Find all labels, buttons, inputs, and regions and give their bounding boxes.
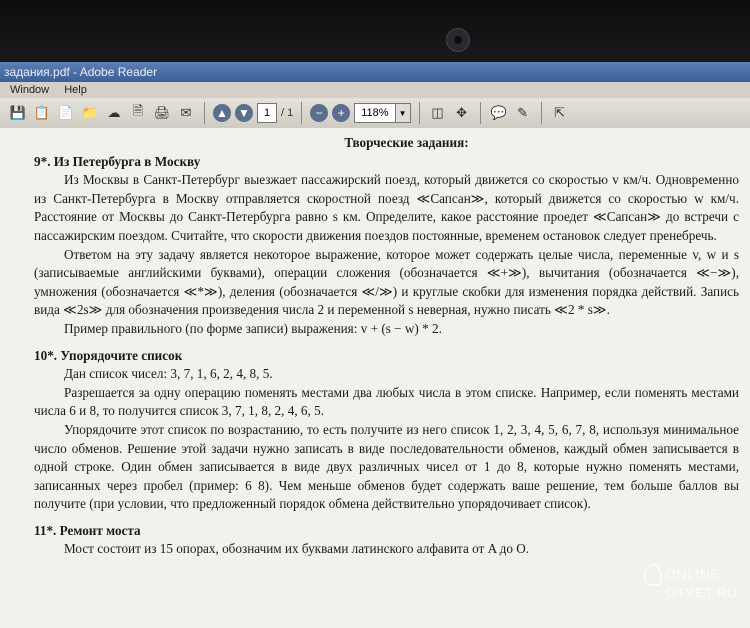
document-view[interactable]: [0, 128, 750, 628]
page-up-icon[interactable]: ▲: [213, 104, 231, 122]
window-title: задания.pdf - Adobe Reader: [0, 62, 750, 82]
fit-page-icon[interactable]: ◫: [431, 105, 444, 120]
save-icon[interactable]: 💾: [9, 105, 27, 120]
laptop-bezel: [0, 0, 750, 62]
spacer: [34, 339, 739, 347]
toolbar-separator: [419, 102, 420, 124]
watermark-line-2: OTVET.RU: [665, 585, 738, 600]
cloud-icon[interactable]: ☁: [107, 105, 121, 120]
webcam: [446, 28, 470, 52]
fullscreen-icon[interactable]: ⇱: [554, 105, 566, 120]
highlight-icon[interactable]: ✎: [517, 105, 529, 120]
task-9-paragraph-2: Ответом на эту задачу является некоторое выражение, которое может содержать целые числа, переменные v, w и s (записываемые английскими буквами), операции сложения (обозначается ≪+≫), вычитания (обозначается ≪−≫), умножения (обозначается ≪*≫), деления (обозначается ≪/≫) и круглые скобки для изменения порядка действий. Запись вида ≪2s≫ для обозначения произведения числа 2 и переменной s неверная, нужно писать ≪2 * s≫.: [34, 246, 739, 318]
toolbar-separator: [480, 102, 481, 124]
toolbar-separator: [541, 102, 542, 124]
task-9-paragraph-3: Пример правильного (по форме записи) выражения: v + (s − w) * 2.: [64, 320, 442, 336]
zoom-select[interactable]: [354, 103, 410, 123]
task-10-paragraph-2: Разрешается за одну операцию поменять местами два любых числа в этом списке. Например, если поменять местами числа 6 и 8, то получится список 3, 7, 1, 8, 2, 4, 6, 5.: [34, 384, 739, 419]
page-down-icon[interactable]: ▼: [235, 104, 253, 122]
task-9-paragraph-1: Из Москвы в Санкт-Петербург выезжает пассажирский поезд, который движется со скоростью v км/ч. Одновременно из Санкт-Петербурга в Москву отправляется скоростной поезд ≪Сапсан≫, который движется со скоростью w км/ч. Расстояние от Москвы до Санкт-Петербурга равно s км. Определите, какое расстояние проедет ≪Сапсан≫ до встречи с пассажирским поездом. Считайте, что скорости движения поездов постоянные, временем остановок следует пренебречь.: [34, 172, 739, 243]
zoom-in-icon[interactable]: +: [332, 104, 350, 122]
chevron-down-icon[interactable]: ▼: [395, 104, 410, 122]
menu-help[interactable]: Help: [64, 84, 87, 96]
document-page: [34, 128, 739, 559]
folder-icon[interactable]: 📁: [81, 105, 99, 120]
mail-icon[interactable]: ✉: [180, 105, 192, 120]
menu-bar: [0, 82, 750, 98]
zoom-value: 118%: [361, 107, 389, 119]
toolbar: [0, 98, 750, 129]
toolbar-separator: [204, 102, 205, 124]
watermark-line-1: ONLINE: [665, 566, 721, 582]
watermark: [644, 564, 738, 600]
task-10-heading: 10*. Упорядочите список: [34, 347, 183, 363]
page-number-input[interactable]: 1: [257, 103, 277, 123]
task-11-heading: 11*. Ремонт моста: [34, 522, 141, 538]
page-title: Творческие задания:: [344, 135, 469, 150]
zoom-out-icon[interactable]: −: [310, 104, 328, 122]
task-10-paragraph-1: Дан список чисел: 3, 7, 1, 6, 2, 4, 8, 5.: [64, 366, 273, 382]
menu-window[interactable]: Window: [10, 84, 50, 96]
task-11-paragraph-1: Мост состоит из 15 опорах, обозначим их буквами латинского алфавита от A до O.: [64, 541, 530, 557]
toolbar-separator: [301, 102, 302, 124]
copy-icon[interactable]: 📋: [33, 105, 51, 120]
screen: [0, 62, 750, 628]
fit-width-icon[interactable]: ✥: [456, 105, 468, 120]
comment-icon[interactable]: 💬: [490, 105, 507, 120]
task-10-paragraph-3: Упорядочите этот список по возрастанию, то есть получите из него список 1, 2, 3, 4, 5, 6, 7, 8, используя минимальное число обменов. Решение этой задачи нужно записать в виде последовательности обменов, каждый обмен записывается в одной строке. Один обмен записывается в виде двух различных чисел от 1 до 8, которые нужно поменять местами, записанных через пробел (пример: 6 8). Чем меньше обменов будет содержать ваше решение, тем больше баллов вы получите (при условии, что предложенный порядок обмена действительно упорядочивает список).: [34, 421, 739, 512]
print-icon[interactable]: 🖨: [153, 105, 171, 120]
page-total: / 1: [281, 107, 294, 119]
task-9-heading: 9*. Из Петербурга в Москву: [34, 153, 201, 169]
spacer: [34, 514, 739, 522]
document-icon[interactable]: 🗎: [132, 103, 144, 118]
print-setup-icon[interactable]: 📄: [57, 105, 75, 120]
lightbulb-icon: [644, 564, 662, 586]
